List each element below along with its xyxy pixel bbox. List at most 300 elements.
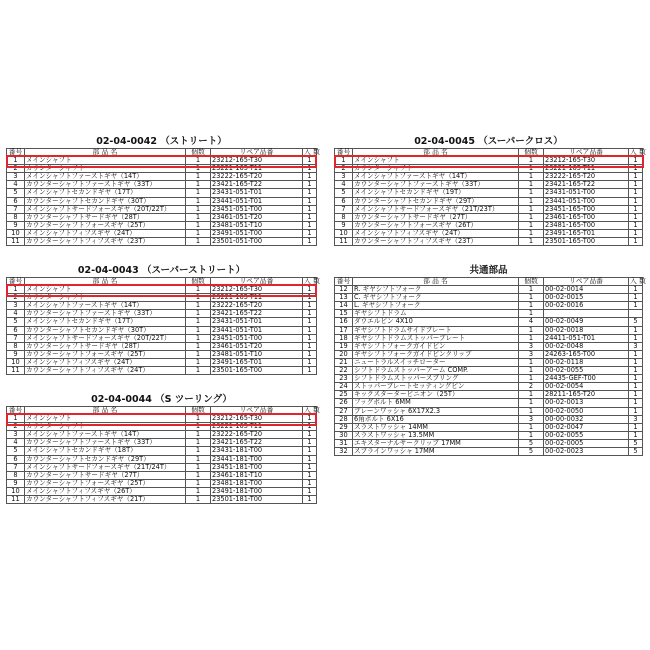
part-name-cell: ニュートラルスイッチローター	[353, 358, 519, 366]
number-cell: 30	[335, 431, 353, 439]
number-cell: 26	[335, 399, 353, 407]
table-row	[335, 447, 643, 455]
pack-qty-cell: 1	[629, 423, 643, 431]
column-header: 個数	[186, 407, 211, 415]
repair-number-cell: 23481-051-T10	[211, 350, 303, 358]
pack-qty-cell: 1	[629, 205, 643, 213]
number-cell: 11	[7, 238, 25, 246]
number-cell: 1	[7, 157, 25, 165]
number-cell: 6	[335, 197, 353, 205]
quantity-cell: 1	[519, 165, 544, 173]
number-cell: 5	[7, 189, 25, 197]
quantity-cell: 1	[186, 205, 211, 213]
pack-qty-cell: 5	[629, 439, 643, 447]
number-cell: 8	[7, 342, 25, 350]
part-name-cell: カウンターシャフトフォースギヤ（25T）	[25, 479, 186, 487]
pack-qty-cell: 1	[629, 350, 643, 358]
quantity-cell: 1	[186, 318, 211, 326]
repair-number-cell: 24435-GEF-T00	[544, 375, 629, 383]
part-name-cell: スラストワッシャ 13.5MM	[353, 431, 519, 439]
column-header: 番号	[7, 407, 25, 415]
number-cell: 10	[7, 487, 25, 495]
table-row	[7, 367, 317, 375]
number-cell: 4	[7, 181, 25, 189]
quantity-cell: 1	[186, 294, 211, 302]
part-name-cell: カウンターシャフトフォースギヤ（25T）	[25, 350, 186, 358]
number-cell: 1	[7, 286, 25, 294]
part-name-cell: メインシャフトセカンドギヤ（19T）	[353, 189, 519, 197]
number-cell: 7	[7, 463, 25, 471]
part-name-cell: カウンターシャフトフォースギヤ（26T）	[353, 221, 519, 229]
column-header: 部 品 名	[353, 149, 519, 157]
column-header: 番号	[7, 149, 25, 157]
column-header: 個数	[186, 278, 211, 286]
quantity-cell: 3	[519, 350, 544, 358]
repair-number-cell: 23221-165-T11	[211, 294, 303, 302]
quantity-cell: 1	[186, 165, 211, 173]
quantity-cell: 1	[519, 431, 544, 439]
pack-qty-cell: 1	[629, 391, 643, 399]
repair-number-cell: 23481-165-T00	[544, 221, 629, 229]
parts-table	[334, 277, 646, 456]
number-cell: 9	[7, 350, 25, 358]
part-name-cell: メインシャフトセカンドギヤ（17T）	[25, 318, 186, 326]
number-cell: 29	[335, 423, 353, 431]
number-cell: 12	[335, 286, 353, 294]
pack-qty-cell: 1	[629, 302, 643, 310]
part-name-cell: メインシャフトセカンドギヤ（17T）	[25, 189, 186, 197]
part-name-cell: フッグボルト 6MM	[353, 399, 519, 407]
number-cell: 8	[335, 213, 353, 221]
pack-qty-cell: 5	[629, 318, 643, 326]
repair-number-cell: 00-02-0014	[544, 286, 629, 294]
repair-number-cell: 00-02-0005	[544, 439, 629, 447]
repair-number-cell: 23212-165-T30	[211, 286, 303, 294]
table-title: 02-04-0045 （スーパークロス）	[414, 136, 563, 147]
repair-number-cell: 23491-165-T01	[544, 229, 629, 237]
pack-qty-cell: 1	[629, 181, 643, 189]
pack-qty-cell: 1	[303, 213, 317, 221]
quantity-cell: 1	[186, 238, 211, 246]
repair-number-cell: 00-02-0018	[544, 326, 629, 334]
table-row	[7, 197, 317, 205]
quantity-cell: 1	[186, 479, 211, 487]
repair-number-cell: 23461-051-T20	[211, 213, 303, 221]
part-name-cell: カウンターシャフトセカンドギヤ（30T）	[25, 197, 186, 205]
number-cell: 17	[335, 326, 353, 334]
part-name-cell: キックスターターピニオン（25T）	[353, 391, 519, 399]
pack-qty-cell: 1	[303, 415, 317, 423]
number-cell: 13	[335, 294, 353, 302]
repair-number-cell: 00-02-0050	[544, 407, 629, 415]
repair-number-cell: 23491-051-T00	[211, 229, 303, 237]
number-cell: 20	[335, 350, 353, 358]
quantity-cell: 1	[186, 487, 211, 495]
quantity-cell: 1	[519, 294, 544, 302]
repair-number-cell: 23451-051-T00	[211, 205, 303, 213]
column-header: 入 数	[304, 148, 320, 156]
table-row	[7, 496, 317, 504]
pack-qty-cell: 1	[303, 238, 317, 246]
column-header: 入 数	[630, 148, 646, 156]
number-cell: 11	[7, 367, 25, 375]
quantity-cell: 1	[186, 229, 211, 237]
quantity-cell: 1	[186, 310, 211, 318]
parts-table-super-street	[6, 265, 320, 375]
number-cell: 2	[7, 165, 25, 173]
part-name-cell: メインシャフトファーストギヤ（14T）	[25, 431, 186, 439]
number-cell: 2	[7, 294, 25, 302]
parts-table-common	[334, 265, 646, 456]
number-cell: 31	[335, 439, 353, 447]
number-cell: 3	[7, 431, 25, 439]
quantity-cell: 1	[519, 205, 544, 213]
number-cell: 32	[335, 447, 353, 455]
quantity-cell: 1	[186, 415, 211, 423]
quantity-cell: 1	[186, 334, 211, 342]
pack-qty-cell: 1	[629, 294, 643, 302]
repair-number-cell: 23222-165-T20	[544, 173, 629, 181]
quantity-cell: 1	[186, 221, 211, 229]
repair-number-cell: 00-02-0049	[544, 318, 629, 326]
repair-number-cell: 24263-165-T00	[544, 350, 629, 358]
column-header: リペア品番	[544, 149, 629, 157]
number-cell: 7	[7, 205, 25, 213]
part-name-cell: カウンターシャフトセカンドギヤ（30T）	[25, 326, 186, 334]
part-name-cell: メインシャフトサードフォースギヤ（20T/22T）	[25, 205, 186, 213]
quantity-cell: 3	[519, 415, 544, 423]
pack-qty-cell: 1	[629, 334, 643, 342]
repair-number-cell: 00-02-0118	[544, 358, 629, 366]
part-name-cell: 6角ボルト 6X16	[353, 415, 519, 423]
part-name-cell: メインシャフト	[25, 286, 186, 294]
quantity-cell: 1	[186, 342, 211, 350]
pack-qty-cell: 1	[303, 334, 317, 342]
quantity-cell: 1	[186, 367, 211, 375]
part-name-cell: プレーンワッシャ 6X17X2.3	[353, 407, 519, 415]
repair-number-cell: 23421-165-T22	[211, 439, 303, 447]
pack-qty-cell: 1	[303, 455, 317, 463]
quantity-cell: 1	[519, 399, 544, 407]
quantity-cell: 1	[519, 367, 544, 375]
table-row	[335, 415, 643, 423]
column-header: 番号	[335, 149, 353, 157]
number-cell: 3	[7, 173, 25, 181]
number-cell: 23	[335, 375, 353, 383]
part-name-cell: メインシャフトサードフォースギヤ（21T/23T）	[353, 205, 519, 213]
repair-number-cell: 00-00-0032	[544, 415, 629, 423]
part-name-cell: ギヤシフトドラムストッパープレート	[353, 334, 519, 342]
repair-number-cell: 23461-051-T20	[211, 342, 303, 350]
repair-number-cell: 23212-165-T30	[211, 157, 303, 165]
repair-number-cell: 00-02-0015	[544, 294, 629, 302]
quantity-cell: 1	[519, 181, 544, 189]
repair-number-cell: 23221-165-T11	[211, 165, 303, 173]
number-cell: 8	[7, 213, 25, 221]
repair-number-cell: 23431-051-T00	[544, 189, 629, 197]
number-cell: 10	[7, 358, 25, 366]
quantity-cell: 1	[519, 229, 544, 237]
table-title: 02-04-0043 （スーパーストリート）	[77, 265, 246, 276]
column-header: 部 品 名	[25, 407, 186, 415]
table-row	[7, 447, 317, 455]
parts-table-s-touring	[6, 394, 320, 504]
column-header: 部 品 名	[25, 149, 186, 157]
quantity-cell: 1	[186, 431, 211, 439]
number-cell: 5	[7, 318, 25, 326]
table-row	[335, 326, 643, 334]
repair-number-cell: 23491-181-T00	[211, 487, 303, 495]
table-title: 共通部品	[469, 265, 508, 276]
repair-number-cell: 23221-165-T11	[211, 423, 303, 431]
column-header: リペア品番	[211, 407, 303, 415]
number-cell: 11	[335, 238, 353, 246]
table-title: 02-04-0042 （ストリート）	[96, 136, 227, 147]
quantity-cell: 1	[186, 286, 211, 294]
parts-table-super-cross	[334, 136, 646, 246]
repair-number-cell: 23431-051-T01	[211, 318, 303, 326]
part-name-cell: メインシャフトフィフスギヤ（24T）	[353, 229, 519, 237]
repair-number-cell: 23212-165-T30	[211, 415, 303, 423]
pack-qty-cell: 1	[303, 181, 317, 189]
part-name-cell: メインシャフト	[25, 415, 186, 423]
pack-qty-cell: 1	[629, 197, 643, 205]
quantity-cell: 1	[186, 302, 211, 310]
quantity-cell: 1	[186, 197, 211, 205]
column-header: リペア品番	[544, 278, 629, 286]
repair-number-cell: 23221-165-T11	[544, 165, 629, 173]
pack-qty-cell: 1	[629, 173, 643, 181]
part-name-cell: カウンターシャフトサードギヤ（27T）	[25, 471, 186, 479]
repair-number-cell: 23451-165-T00	[544, 205, 629, 213]
pack-qty-cell: 1	[303, 205, 317, 213]
table-row	[7, 455, 317, 463]
quantity-cell: 1	[186, 157, 211, 165]
column-header: 入 数	[304, 406, 320, 414]
pack-qty-cell: 1	[303, 431, 317, 439]
column-header: 個数	[186, 149, 211, 157]
repair-number-cell: 23222-165-T20	[211, 431, 303, 439]
pack-qty-cell: 1	[303, 189, 317, 197]
repair-number-cell: 23501-165-T00	[211, 367, 303, 375]
part-name-cell: スラストワッシャ 14MM	[353, 423, 519, 431]
part-name-cell: スプラインワッシャ 17MM	[353, 447, 519, 455]
pack-qty-cell: 3	[629, 415, 643, 423]
parts-table	[6, 277, 320, 375]
repair-number-cell: 00-02-0055	[544, 367, 629, 375]
parts-table	[6, 148, 320, 246]
quantity-cell: 1	[186, 189, 211, 197]
part-name-cell: エキスターナルサークリップ 17MM	[353, 439, 519, 447]
pack-qty-cell: 1	[303, 302, 317, 310]
pack-qty-cell: 1	[303, 326, 317, 334]
quantity-cell: 1	[519, 189, 544, 197]
number-cell: 8	[7, 471, 25, 479]
pack-qty-cell: 1	[303, 367, 317, 375]
table-row	[335, 197, 643, 205]
part-name-cell: カウンターシャフトフィフスギヤ（23T）	[353, 238, 519, 246]
pack-qty-cell: 1	[629, 358, 643, 366]
number-cell: 4	[7, 439, 25, 447]
part-name-cell: シフトドラムストッパーアーム COMP.	[353, 367, 519, 375]
repair-number-cell: 23222-165-T20	[211, 302, 303, 310]
part-name-cell: メインシャフトサードフォースギヤ（20T/22T）	[25, 334, 186, 342]
parts-table	[334, 148, 646, 246]
part-name-cell: カウンターシャフトファーストギヤ（33T）	[25, 439, 186, 447]
part-name-cell: カウンターシャフトフォースギヤ（25T）	[25, 221, 186, 229]
quantity-cell: 1	[519, 407, 544, 415]
quantity-cell: 2	[519, 383, 544, 391]
quantity-cell: 1	[519, 358, 544, 366]
quantity-cell: 1	[519, 286, 544, 294]
part-name-cell: メインシャフトファーストギヤ（14T）	[25, 302, 186, 310]
number-cell: 10	[7, 229, 25, 237]
part-name-cell: メインシャフトフィフスギヤ（24T）	[25, 229, 186, 237]
part-name-cell: カウンターシャフトセカンドギヤ（29T）	[25, 455, 186, 463]
pack-qty-cell: 1	[629, 399, 643, 407]
column-header: 個数	[519, 149, 544, 157]
repair-number-cell: 00-02-0054	[544, 383, 629, 391]
part-name-cell: カウンターシャフト	[25, 423, 186, 431]
pack-qty-cell: 1	[629, 375, 643, 383]
quantity-cell: 1	[186, 423, 211, 431]
repair-number-cell: 23501-181-T00	[211, 496, 303, 504]
repair-number-cell: 00-02-0048	[544, 342, 629, 350]
table-row	[335, 238, 643, 246]
quantity-cell: 1	[519, 238, 544, 246]
table-row	[335, 399, 643, 407]
pack-qty-cell: 1	[303, 447, 317, 455]
pack-qty-cell: 1	[303, 479, 317, 487]
pack-qty-cell: 1	[629, 407, 643, 415]
table-row	[335, 407, 643, 415]
pack-qty-cell: 1	[303, 463, 317, 471]
repair-number-cell: 23461-181-T10	[211, 471, 303, 479]
number-cell: 27	[335, 407, 353, 415]
part-name-cell: L. ギヤシフトフォーク	[353, 302, 519, 310]
quantity-cell: 1	[186, 350, 211, 358]
parts-table-street	[6, 136, 320, 246]
quantity-cell: 1	[186, 173, 211, 181]
part-name-cell: メインシャフトフィフスギヤ（26T）	[25, 487, 186, 495]
repair-number-cell: 23441-051-T01	[211, 326, 303, 334]
pack-qty-cell: 1	[629, 383, 643, 391]
pack-qty-cell: 1	[629, 157, 643, 165]
part-name-cell: ギヤシフトフォークガイドピン	[353, 342, 519, 350]
number-cell: 7	[335, 205, 353, 213]
repair-number-cell: 23481-181-T00	[211, 479, 303, 487]
column-header: 番号	[7, 278, 25, 286]
quantity-cell: 1	[186, 358, 211, 366]
part-name-cell: メインシャフトサードフォースギヤ（21T/24T）	[25, 463, 186, 471]
pack-qty-cell: 1	[303, 173, 317, 181]
quantity-cell: 5	[519, 447, 544, 455]
part-name-cell: メインシャフトフィフスギヤ（24T）	[25, 358, 186, 366]
repair-number-cell: 23461-165-T00	[544, 213, 629, 221]
repair-number-cell: 23212-165-T30	[544, 157, 629, 165]
number-cell: 24	[335, 383, 353, 391]
number-cell: 16	[335, 318, 353, 326]
table-row	[7, 238, 317, 246]
column-header: リペア品番	[211, 278, 303, 286]
parts-table	[6, 406, 320, 504]
repair-number-cell: 24411-051-T01	[544, 334, 629, 342]
pack-qty-cell: 1	[629, 431, 643, 439]
quantity-cell: 1	[519, 391, 544, 399]
repair-number-cell: 23431-051-T01	[211, 189, 303, 197]
number-cell: 4	[7, 310, 25, 318]
pack-qty-cell: 1	[303, 496, 317, 504]
part-name-cell: カウンターシャフトサードギヤ（27T）	[353, 213, 519, 221]
number-cell: 15	[335, 310, 353, 318]
pack-qty-cell: 1	[629, 326, 643, 334]
quantity-cell: 1	[186, 471, 211, 479]
number-cell: 6	[7, 455, 25, 463]
part-name-cell: カウンターシャフトセカンドギヤ（29T）	[353, 197, 519, 205]
repair-number-cell: 23451-051-T00	[211, 334, 303, 342]
repair-number-cell: 00-02-0016	[544, 302, 629, 310]
quantity-cell: 1	[186, 181, 211, 189]
pack-qty-cell: 1	[303, 471, 317, 479]
quantity-cell: 1	[519, 157, 544, 165]
pack-qty-cell: 1	[629, 221, 643, 229]
repair-number-cell: 23451-181-T00	[211, 463, 303, 471]
repair-number-cell: 00-02-0055	[544, 431, 629, 439]
repair-number-cell: 00-02-0013	[544, 399, 629, 407]
part-name-cell: ギヤシフトドラム	[353, 310, 519, 318]
repair-number-cell: 23441-181-T00	[211, 455, 303, 463]
part-name-cell: ギヤシフトフォークガイドピンクリップ	[353, 350, 519, 358]
pack-qty-cell: 1	[629, 213, 643, 221]
quantity-cell: 1	[186, 439, 211, 447]
repair-number-cell: 23441-051-T00	[544, 197, 629, 205]
quantity-cell: 1	[519, 310, 544, 318]
table-row	[335, 189, 643, 197]
pack-qty-cell: 1	[303, 286, 317, 294]
number-cell: 3	[335, 173, 353, 181]
table-row	[7, 318, 317, 326]
part-name-cell: カウンターシャフトサードギヤ（28T）	[25, 213, 186, 221]
part-name-cell: メインシャフト	[353, 157, 519, 165]
pack-qty-cell: 1	[629, 367, 643, 375]
number-cell: 6	[7, 326, 25, 334]
part-name-cell: カウンターシャフト	[25, 294, 186, 302]
quantity-cell: 1	[186, 326, 211, 334]
pack-qty-cell: 1	[303, 197, 317, 205]
part-name-cell: メインシャフトファーストギヤ（14T）	[353, 173, 519, 181]
column-header: 部 品 名	[25, 278, 186, 286]
table-title: 02-04-0044 （S ツーリング）	[91, 394, 232, 405]
pack-qty-cell: 1	[303, 318, 317, 326]
repair-number-cell: 23501-051-T00	[211, 238, 303, 246]
part-name-cell: カウンターシャフト	[25, 165, 186, 173]
pack-qty-cell: 1	[303, 423, 317, 431]
part-name-cell: カウンターシャフトファーストギヤ（33T）	[353, 181, 519, 189]
quantity-cell: 1	[186, 447, 211, 455]
pack-qty-cell: 3	[629, 342, 643, 350]
part-name-cell: メインシャフト	[25, 157, 186, 165]
pack-qty-cell: 1	[629, 189, 643, 197]
part-name-cell: カウンターシャフトフィフスギヤ（21T）	[25, 496, 186, 504]
quantity-cell: 1	[519, 302, 544, 310]
repair-number-cell: 23421-165-T22	[211, 310, 303, 318]
number-cell: 7	[7, 334, 25, 342]
pack-qty-cell: 1	[629, 286, 643, 294]
part-name-cell: ダウエルピン 4X10	[353, 318, 519, 326]
quantity-cell: 1	[519, 326, 544, 334]
part-name-cell: C. ギヤシフトフォーク	[353, 294, 519, 302]
part-name-cell: カウンターシャフトフィフスギヤ（23T）	[25, 238, 186, 246]
